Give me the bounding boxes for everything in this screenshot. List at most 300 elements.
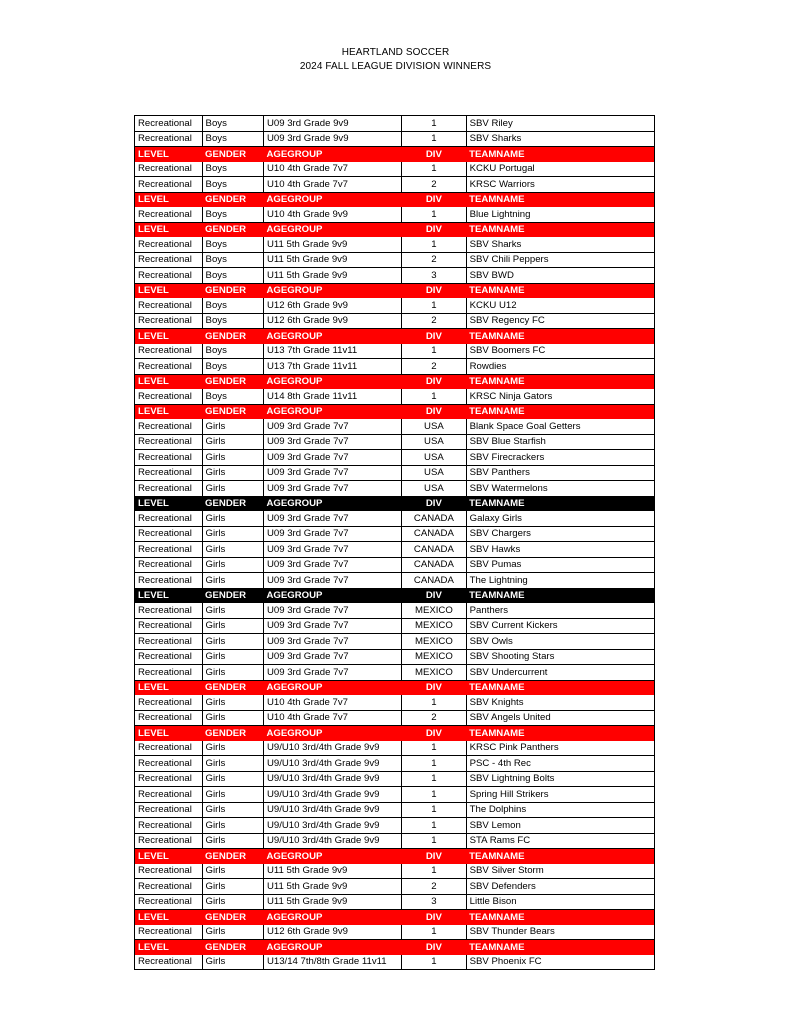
header-teamname-cell: TEAMNAME: [466, 329, 654, 344]
division-winners-table: [134, 115, 655, 970]
level-cell: Recreational: [135, 818, 203, 834]
teamname-cell: SBV Owls: [466, 634, 654, 650]
header-teamname-cell: TEAMNAME: [466, 588, 654, 603]
header-agegroup-cell: AGEGROUP: [263, 222, 401, 237]
teamname-cell: Galaxy Girls: [466, 511, 654, 526]
level-cell: Recreational: [135, 298, 203, 313]
teamname-cell: SBV Undercurrent: [466, 665, 654, 681]
header-agegroup-cell: AGEGROUP: [263, 680, 401, 695]
gender-cell: Boys: [202, 313, 263, 329]
div-cell: MEXICO: [402, 634, 466, 650]
header-row: [135, 283, 655, 298]
header-row: [135, 329, 655, 344]
teamname-cell: SBV Knights: [466, 695, 654, 710]
header-div-cell: DIV: [402, 849, 466, 864]
header-teamname-cell: TEAMNAME: [466, 496, 654, 511]
table-row: [135, 665, 655, 681]
agegroup-cell: U12 6th Grade 9v9: [263, 298, 401, 313]
table-body: [135, 116, 655, 970]
table-row: [135, 695, 655, 710]
level-cell: Recreational: [135, 771, 203, 787]
teamname-cell: SBV Watermelons: [466, 481, 654, 497]
div-cell: 1: [402, 237, 466, 252]
level-cell: Recreational: [135, 710, 203, 726]
teamname-cell: Rowdies: [466, 359, 654, 375]
div-cell: 1: [402, 833, 466, 849]
header-div-cell: DIV: [402, 496, 466, 511]
gender-cell: Boys: [202, 359, 263, 375]
header-row: [135, 374, 655, 389]
teamname-cell: SBV Boomers FC: [466, 344, 654, 359]
table-row: [135, 864, 655, 879]
header-div-cell: DIV: [402, 222, 466, 237]
agegroup-cell: U9/U10 3rd/4th Grade 9v9: [263, 787, 401, 803]
level-cell: Recreational: [135, 603, 203, 618]
header-level-cell: LEVEL: [135, 940, 203, 955]
header-agegroup-cell: AGEGROUP: [263, 910, 401, 925]
div-cell: 2: [402, 359, 466, 375]
header-teamname-cell: TEAMNAME: [466, 680, 654, 695]
div-cell: 2: [402, 879, 466, 895]
div-cell: 1: [402, 787, 466, 803]
table-row: [135, 313, 655, 329]
teamname-cell: SBV Phoenix FC: [466, 955, 654, 970]
agegroup-cell: U09 3rd Grade 7v7: [263, 557, 401, 573]
agegroup-cell: U09 3rd Grade 7v7: [263, 434, 401, 450]
header-teamname-cell: TEAMNAME: [466, 910, 654, 925]
header-gender-cell: GENDER: [202, 496, 263, 511]
div-cell: 1: [402, 771, 466, 787]
table-row: [135, 465, 655, 481]
header-level-cell: LEVEL: [135, 849, 203, 864]
header-div-cell: DIV: [402, 329, 466, 344]
agegroup-cell: U10 4th Grade 7v7: [263, 177, 401, 193]
div-cell: USA: [402, 434, 466, 450]
header-div-cell: DIV: [402, 680, 466, 695]
header-agegroup-cell: AGEGROUP: [263, 329, 401, 344]
teamname-cell: SBV Hawks: [466, 542, 654, 558]
header-row: [135, 680, 655, 695]
table-row: [135, 925, 655, 940]
header-row: [135, 147, 655, 162]
agegroup-cell: U09 3rd Grade 7v7: [263, 649, 401, 665]
gender-cell: Boys: [202, 252, 263, 268]
header-teamname-cell: TEAMNAME: [466, 849, 654, 864]
teamname-cell: SBV Current Kickers: [466, 618, 654, 634]
gender-cell: Girls: [202, 879, 263, 895]
div-cell: 2: [402, 177, 466, 193]
table-row: [135, 268, 655, 284]
header-agegroup-cell: AGEGROUP: [263, 147, 401, 162]
gender-cell: Girls: [202, 925, 263, 940]
agegroup-cell: U11 5th Grade 9v9: [263, 864, 401, 879]
table-row: [135, 131, 655, 147]
agegroup-cell: U10 4th Grade 7v7: [263, 710, 401, 726]
agegroup-cell: U11 5th Grade 9v9: [263, 879, 401, 895]
header-row: [135, 726, 655, 741]
div-cell: USA: [402, 465, 466, 481]
gender-cell: Boys: [202, 344, 263, 359]
header-level-cell: LEVEL: [135, 222, 203, 237]
div-cell: 1: [402, 695, 466, 710]
level-cell: Recreational: [135, 557, 203, 573]
div-cell: 2: [402, 710, 466, 726]
header-row: [135, 588, 655, 603]
level-cell: Recreational: [135, 741, 203, 756]
table-row: [135, 252, 655, 268]
header-level-cell: LEVEL: [135, 147, 203, 162]
level-cell: Recreational: [135, 511, 203, 526]
level-cell: Recreational: [135, 131, 203, 147]
table-row: [135, 542, 655, 558]
table-row: [135, 162, 655, 177]
div-cell: 1: [402, 116, 466, 132]
header-agegroup-cell: AGEGROUP: [263, 192, 401, 207]
teamname-cell: Little Bison: [466, 894, 654, 910]
header-gender-cell: GENDER: [202, 147, 263, 162]
table-row: [135, 450, 655, 466]
header-row: [135, 222, 655, 237]
level-cell: Recreational: [135, 649, 203, 665]
agegroup-cell: U09 3rd Grade 7v7: [263, 419, 401, 434]
gender-cell: Boys: [202, 162, 263, 177]
teamname-cell: PSC - 4th Rec: [466, 756, 654, 772]
level-cell: Recreational: [135, 359, 203, 375]
header-gender-cell: GENDER: [202, 680, 263, 695]
level-cell: Recreational: [135, 787, 203, 803]
gender-cell: Girls: [202, 710, 263, 726]
level-cell: Recreational: [135, 618, 203, 634]
header-gender-cell: GENDER: [202, 588, 263, 603]
agegroup-cell: U9/U10 3rd/4th Grade 9v9: [263, 741, 401, 756]
div-cell: 1: [402, 925, 466, 940]
table-row: [135, 833, 655, 849]
agegroup-cell: U12 6th Grade 9v9: [263, 925, 401, 940]
table-row: [135, 526, 655, 542]
gender-cell: Girls: [202, 649, 263, 665]
agegroup-cell: U9/U10 3rd/4th Grade 9v9: [263, 771, 401, 787]
div-cell: 1: [402, 344, 466, 359]
header-agegroup-cell: AGEGROUP: [263, 496, 401, 511]
header-gender-cell: GENDER: [202, 329, 263, 344]
header-agegroup-cell: AGEGROUP: [263, 726, 401, 741]
table-row: [135, 359, 655, 375]
agegroup-cell: U9/U10 3rd/4th Grade 9v9: [263, 756, 401, 772]
header-teamname-cell: TEAMNAME: [466, 404, 654, 419]
level-cell: Recreational: [135, 573, 203, 589]
teamname-cell: KCKU U12: [466, 298, 654, 313]
level-cell: Recreational: [135, 634, 203, 650]
gender-cell: Girls: [202, 542, 263, 558]
agegroup-cell: U13/14 7th/8th Grade 11v11: [263, 955, 401, 970]
header-div-cell: DIV: [402, 588, 466, 603]
agegroup-cell: U09 3rd Grade 7v7: [263, 634, 401, 650]
div-cell: 3: [402, 268, 466, 284]
teamname-cell: SBV BWD: [466, 268, 654, 284]
gender-cell: Girls: [202, 557, 263, 573]
teamname-cell: KRSC Warriors: [466, 177, 654, 193]
teamname-cell: SBV Panthers: [466, 465, 654, 481]
level-cell: Recreational: [135, 542, 203, 558]
header-level-cell: LEVEL: [135, 404, 203, 419]
teamname-cell: SBV Pumas: [466, 557, 654, 573]
agegroup-cell: U09 3rd Grade 7v7: [263, 526, 401, 542]
header-gender-cell: GENDER: [202, 222, 263, 237]
div-cell: 1: [402, 207, 466, 222]
header-teamname-cell: TEAMNAME: [466, 147, 654, 162]
div-cell: 1: [402, 756, 466, 772]
teamname-cell: SBV Chili Peppers: [466, 252, 654, 268]
level-cell: Recreational: [135, 526, 203, 542]
header-agegroup-cell: AGEGROUP: [263, 404, 401, 419]
header-div-cell: DIV: [402, 147, 466, 162]
agegroup-cell: U14 8th Grade 11v11: [263, 389, 401, 404]
gender-cell: Boys: [202, 207, 263, 222]
level-cell: Recreational: [135, 268, 203, 284]
table-row: [135, 818, 655, 834]
header-level-cell: LEVEL: [135, 910, 203, 925]
header-row: [135, 910, 655, 925]
level-cell: Recreational: [135, 925, 203, 940]
gender-cell: Girls: [202, 526, 263, 542]
gender-cell: Girls: [202, 756, 263, 772]
table-row: [135, 344, 655, 359]
level-cell: Recreational: [135, 237, 203, 252]
level-cell: Recreational: [135, 465, 203, 481]
table-row: [135, 419, 655, 434]
level-cell: Recreational: [135, 665, 203, 681]
gender-cell: Girls: [202, 802, 263, 818]
teamname-cell: SBV Chargers: [466, 526, 654, 542]
teamname-cell: SBV Shooting Stars: [466, 649, 654, 665]
agegroup-cell: U10 4th Grade 7v7: [263, 695, 401, 710]
table-row: [135, 603, 655, 618]
level-cell: Recreational: [135, 450, 203, 466]
agegroup-cell: U09 3rd Grade 7v7: [263, 511, 401, 526]
agegroup-cell: U09 3rd Grade 7v7: [263, 465, 401, 481]
div-cell: 1: [402, 162, 466, 177]
header-row: [135, 192, 655, 207]
table-row: [135, 787, 655, 803]
header-agegroup-cell: AGEGROUP: [263, 374, 401, 389]
agegroup-cell: U09 3rd Grade 7v7: [263, 450, 401, 466]
div-cell: MEXICO: [402, 603, 466, 618]
header-level-cell: LEVEL: [135, 496, 203, 511]
header-teamname-cell: TEAMNAME: [466, 192, 654, 207]
header-level-cell: LEVEL: [135, 726, 203, 741]
header-teamname-cell: TEAMNAME: [466, 726, 654, 741]
agegroup-cell: U13 7th Grade 11v11: [263, 359, 401, 375]
header-level-cell: LEVEL: [135, 588, 203, 603]
gender-cell: Boys: [202, 389, 263, 404]
gender-cell: Girls: [202, 955, 263, 970]
header-teamname-cell: TEAMNAME: [466, 940, 654, 955]
div-cell: USA: [402, 481, 466, 497]
div-cell: 1: [402, 955, 466, 970]
table-row: [135, 710, 655, 726]
table-row: [135, 511, 655, 526]
gender-cell: Boys: [202, 131, 263, 147]
div-cell: CANADA: [402, 542, 466, 558]
agegroup-cell: U11 5th Grade 9v9: [263, 894, 401, 910]
teamname-cell: SBV Firecrackers: [466, 450, 654, 466]
agegroup-cell: U11 5th Grade 9v9: [263, 252, 401, 268]
header-row: [135, 849, 655, 864]
table-row: [135, 618, 655, 634]
header-agegroup-cell: AGEGROUP: [263, 849, 401, 864]
level-cell: Recreational: [135, 252, 203, 268]
table-row: [135, 649, 655, 665]
table-row: [135, 741, 655, 756]
div-cell: 3: [402, 894, 466, 910]
header-teamname-cell: TEAMNAME: [466, 222, 654, 237]
header-gender-cell: GENDER: [202, 192, 263, 207]
title-line-1: HEARTLAND SOCCER: [341, 47, 450, 58]
gender-cell: Boys: [202, 116, 263, 132]
teamname-cell: SBV Thunder Bears: [466, 925, 654, 940]
header-div-cell: DIV: [402, 940, 466, 955]
level-cell: Recreational: [135, 833, 203, 849]
teamname-cell: KRSC Pink Panthers: [466, 741, 654, 756]
teamname-cell: SBV Sharks: [466, 131, 654, 147]
teamname-cell: SBV Regency FC: [466, 313, 654, 329]
gender-cell: Girls: [202, 511, 263, 526]
level-cell: Recreational: [135, 177, 203, 193]
div-cell: MEXICO: [402, 618, 466, 634]
agegroup-cell: U09 3rd Grade 7v7: [263, 481, 401, 497]
level-cell: Recreational: [135, 419, 203, 434]
agegroup-cell: U09 3rd Grade 9v9: [263, 116, 401, 132]
div-cell: CANADA: [402, 511, 466, 526]
header-teamname-cell: TEAMNAME: [466, 374, 654, 389]
div-cell: 1: [402, 802, 466, 818]
level-cell: Recreational: [135, 802, 203, 818]
table-row: [135, 894, 655, 910]
level-cell: Recreational: [135, 955, 203, 970]
table-row: [135, 389, 655, 404]
div-cell: CANADA: [402, 557, 466, 573]
document-title: [0, 46, 791, 74]
gender-cell: Girls: [202, 573, 263, 589]
table-row: [135, 802, 655, 818]
teamname-cell: KRSC Ninja Gators: [466, 389, 654, 404]
gender-cell: Girls: [202, 450, 263, 466]
table-row: [135, 298, 655, 313]
table-row: [135, 771, 655, 787]
div-cell: USA: [402, 450, 466, 466]
header-gender-cell: GENDER: [202, 910, 263, 925]
table-row: [135, 634, 655, 650]
header-div-cell: DIV: [402, 283, 466, 298]
teamname-cell: SBV Silver Storm: [466, 864, 654, 879]
teamname-cell: SBV Sharks: [466, 237, 654, 252]
gender-cell: Girls: [202, 771, 263, 787]
gender-cell: Girls: [202, 818, 263, 834]
level-cell: Recreational: [135, 389, 203, 404]
div-cell: 1: [402, 389, 466, 404]
level-cell: Recreational: [135, 116, 203, 132]
agegroup-cell: U09 3rd Grade 7v7: [263, 573, 401, 589]
header-gender-cell: GENDER: [202, 849, 263, 864]
header-gender-cell: GENDER: [202, 726, 263, 741]
agegroup-cell: U9/U10 3rd/4th Grade 9v9: [263, 833, 401, 849]
table-row: [135, 481, 655, 497]
gender-cell: Girls: [202, 481, 263, 497]
agegroup-cell: U12 6th Grade 9v9: [263, 313, 401, 329]
div-cell: CANADA: [402, 573, 466, 589]
table-row: [135, 573, 655, 589]
level-cell: Recreational: [135, 481, 203, 497]
agegroup-cell: U09 3rd Grade 7v7: [263, 618, 401, 634]
gender-cell: Girls: [202, 665, 263, 681]
teamname-cell: Panthers: [466, 603, 654, 618]
teamname-cell: STA Rams FC: [466, 833, 654, 849]
level-cell: Recreational: [135, 434, 203, 450]
agegroup-cell: U9/U10 3rd/4th Grade 9v9: [263, 818, 401, 834]
gender-cell: Girls: [202, 419, 263, 434]
header-div-cell: DIV: [402, 726, 466, 741]
table-row: [135, 177, 655, 193]
level-cell: Recreational: [135, 313, 203, 329]
agegroup-cell: U13 7th Grade 11v11: [263, 344, 401, 359]
header-row: [135, 496, 655, 511]
header-level-cell: LEVEL: [135, 374, 203, 389]
teamname-cell: SBV Angels United: [466, 710, 654, 726]
agegroup-cell: U11 5th Grade 9v9: [263, 237, 401, 252]
div-cell: 1: [402, 131, 466, 147]
header-gender-cell: GENDER: [202, 374, 263, 389]
agegroup-cell: U09 3rd Grade 7v7: [263, 665, 401, 681]
header-level-cell: LEVEL: [135, 192, 203, 207]
level-cell: Recreational: [135, 162, 203, 177]
level-cell: Recreational: [135, 864, 203, 879]
table-row: [135, 879, 655, 895]
teamname-cell: The Lightning: [466, 573, 654, 589]
level-cell: Recreational: [135, 207, 203, 222]
gender-cell: Girls: [202, 465, 263, 481]
agegroup-cell: U09 3rd Grade 7v7: [263, 542, 401, 558]
table-row: [135, 557, 655, 573]
div-cell: 1: [402, 864, 466, 879]
div-cell: 1: [402, 818, 466, 834]
title-line-2: 2024 FALL LEAGUE DIVISION WINNERS: [299, 61, 492, 72]
div-cell: 1: [402, 741, 466, 756]
table-row: [135, 237, 655, 252]
level-cell: Recreational: [135, 695, 203, 710]
header-agegroup-cell: AGEGROUP: [263, 588, 401, 603]
header-div-cell: DIV: [402, 404, 466, 419]
gender-cell: Girls: [202, 603, 263, 618]
header-row: [135, 940, 655, 955]
gender-cell: Boys: [202, 298, 263, 313]
gender-cell: Girls: [202, 618, 263, 634]
teamname-cell: Spring Hill Strikers: [466, 787, 654, 803]
teamname-cell: KCKU Portugal: [466, 162, 654, 177]
table-row: [135, 756, 655, 772]
div-cell: 1: [402, 298, 466, 313]
div-cell: 2: [402, 252, 466, 268]
div-cell: MEXICO: [402, 665, 466, 681]
gender-cell: Girls: [202, 634, 263, 650]
header-agegroup-cell: AGEGROUP: [263, 283, 401, 298]
teamname-cell: SBV Blue Starfish: [466, 434, 654, 450]
header-div-cell: DIV: [402, 374, 466, 389]
table-row: [135, 116, 655, 132]
agegroup-cell: U9/U10 3rd/4th Grade 9v9: [263, 802, 401, 818]
header-level-cell: LEVEL: [135, 283, 203, 298]
div-cell: MEXICO: [402, 649, 466, 665]
header-teamname-cell: TEAMNAME: [466, 283, 654, 298]
